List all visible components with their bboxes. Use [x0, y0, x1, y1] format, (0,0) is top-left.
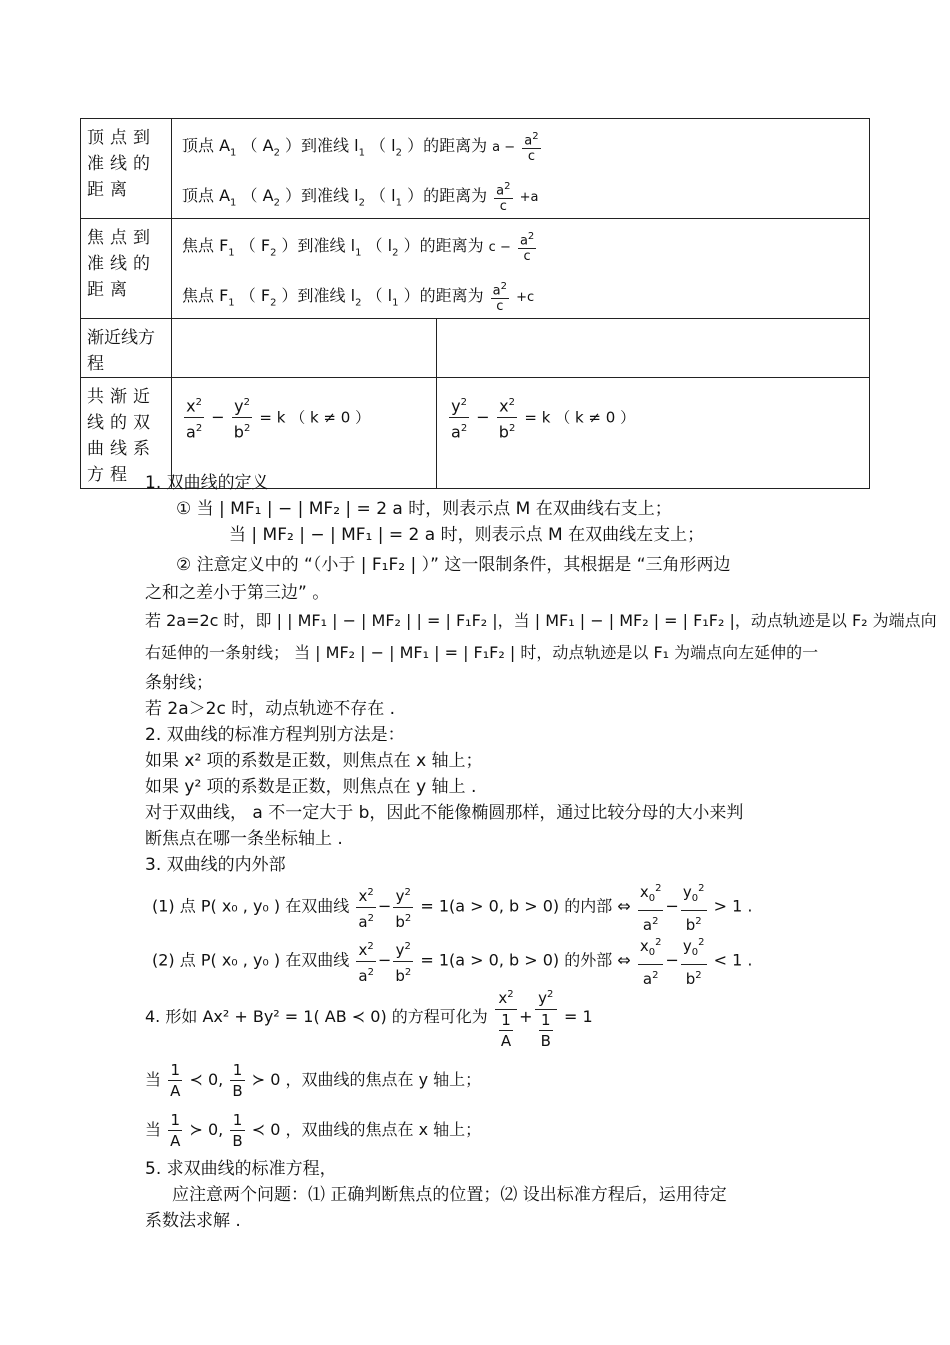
section-2-title: 2. 双曲线的标准方程判别方法是：	[145, 725, 405, 745]
row-header-vertex-directrix: 顶点到准线的距离	[81, 119, 172, 219]
nonexistent-case: 若 2a＞2c 时，动点轨迹不存在 .	[145, 699, 396, 719]
degenerate-case-line-3: 条射线；	[145, 673, 213, 693]
note-line-2: 断焦点在哪一条坐标轴上 .	[145, 829, 343, 849]
definition-item-2a: ② 注意定义中的 “（小于 | F₁F₂ | ）” 这一限制条件，其根据是 “三角形两边	[176, 555, 731, 575]
section-5-line-2: 系数法求解 .	[145, 1211, 241, 1231]
vertex-distance-line-1: 顶点 $A_1$ （ $A_2$ ）到准线 $l_1$ （ $l_2$ ）的距离为 a − $\frac{a^2}{c}$	[182, 131, 539, 165]
focus-directrix-cell	[172, 219, 870, 319]
asymptote-cell-right	[437, 319, 870, 378]
family-equation-right: $\frac{y^2}{a^2}$ − $\frac{x^2}{b^2}$ = k （ k ≠ 0 ）	[437, 378, 870, 489]
section-3-title: 3. 双曲线的内外部	[145, 855, 286, 875]
x-axis-rule: 如果 x² 项的系数是正数，则焦点在 x 轴上；	[145, 751, 483, 771]
exterior-condition: (2) 点 P( x₀ , y₀ ) 在双曲线 $\frac{x^2}{a^2}$ − $\frac{y^2}{b^2}$ = 1(a > 0, b > 0) 的外部 ⇔ $\frac{x_0^2}{a^2}$ − $\frac{y_0^2}{b^2}$ < 1 .	[152, 932, 752, 990]
property-table	[80, 118, 870, 489]
degenerate-case-line-1: 若 2a=2c 时，即 | | MF₁ | − | MF₂ | | = | F₁F₂ |，当 | MF₁ | − | MF₂ | = | F₁F₂ |，动点轨迹是以 F₂ 为端点向	[145, 611, 937, 630]
y-axis-rule: 如果 y² 项的系数是正数，则焦点在 y 轴上 .	[145, 777, 477, 797]
fraction-a2-over-c: $\frac{a^2}{c}$	[492, 281, 508, 315]
focus-distance-line-2: 焦点 $F_1$ （ $F_2$ ）到准线 $l_2$ （ $l_1$ ）的距离为 $\frac{a^2}{c}$ +c	[182, 281, 535, 315]
vertex-directrix-cell	[172, 119, 870, 219]
row-header-focus-directrix: 焦点到准线的距离	[81, 219, 172, 319]
asymptote-cell-left	[172, 319, 437, 378]
section-1-title: 1. 双曲线的定义	[145, 473, 269, 493]
note-line-1: 对于双曲线， a 不一定大于 b，因此不能像椭圆那样，通过比较分母的大小来判	[145, 803, 744, 823]
fraction-a2-over-c: $\frac{a^2}{c}$	[496, 181, 511, 215]
family-equation-left: $\frac{x^2}{a^2}$ − $\frac{y^2}{b^2}$ = k （ k ≠ 0 ）	[172, 378, 437, 489]
x-axis-focus-condition: 当 $\frac{1}{A}$ ≻ 0, $\frac{1}{B}$ ≺ 0 ，双曲线的焦点在 x 轴上；	[145, 1111, 482, 1150]
definition-item-1b: 当 | MF₂ | − | MF₁ | = 2 a 时，则表示点 M 在双曲线左支上；	[229, 525, 705, 545]
focus-distance-line-1: 焦点 $F_1$ （ $F_2$ ）到准线 $l_1$ （ $l_2$ ）的距离为 c − $\frac{a^2}{c}$	[182, 231, 535, 265]
row-header-asymptote: 渐近线方程	[81, 319, 172, 378]
definition-item-1a: ① 当 | MF₁ | − | MF₂ | = 2 a 时，则表示点 M 在双曲线右支上；	[176, 499, 672, 519]
definition-item-2b: 之和之差小于第三边” 。	[145, 583, 330, 603]
interior-condition: (1) 点 P( x₀ , y₀ ) 在双曲线 $\frac{x^2}{a^2}$ − $\frac{y^2}{b^2}$ = 1(a > 0, b > 0) 的内部 ⇔ $\frac{x_0^2}{a^2}$ − $\frac{y_0^2}{b^2}$ > 1 .	[152, 878, 752, 936]
y-axis-focus-condition: 当 $\frac{1}{A}$ ≺ 0, $\frac{1}{B}$ ≻ 0 ，双曲线的焦点在 y 轴上；	[145, 1061, 482, 1100]
row-header-asymptote-family: 共渐近线的双曲线系方程	[81, 378, 172, 489]
vertex-distance-line-2: 顶点 $A_1$ （ $A_2$ ）到准线 $l_2$ （ $l_1$ ）的距离为 $\frac{a^2}{c}$ +a	[182, 181, 539, 215]
section-4-form: 4. 形如 Ax² + By² = 1( AB ≺ 0) 的方程可化为 $\frac{x^2}{\frac{1}{A}}$ + $\frac{y^2}{\frac{1}{B}}$ = 1	[145, 984, 593, 1051]
fraction-a2-over-c: $\frac{a^2}{c}$	[524, 131, 539, 165]
section-5-title: 5. 求双曲线的标准方程，	[145, 1159, 337, 1179]
section-5-line-1: 应注意两个问题：⑴ 正确判断焦点的位置；⑵ 设出标准方程后，运用待定	[172, 1185, 727, 1205]
degenerate-case-line-2: 右延伸的一条射线； 当 | MF₂ | − | MF₁ | = | F₁F₂ | 时，动点轨迹是以 F₁ 为端点向左延伸的一	[145, 643, 819, 662]
fraction-a2-over-c: $\frac{a^2}{c}$	[519, 231, 535, 265]
